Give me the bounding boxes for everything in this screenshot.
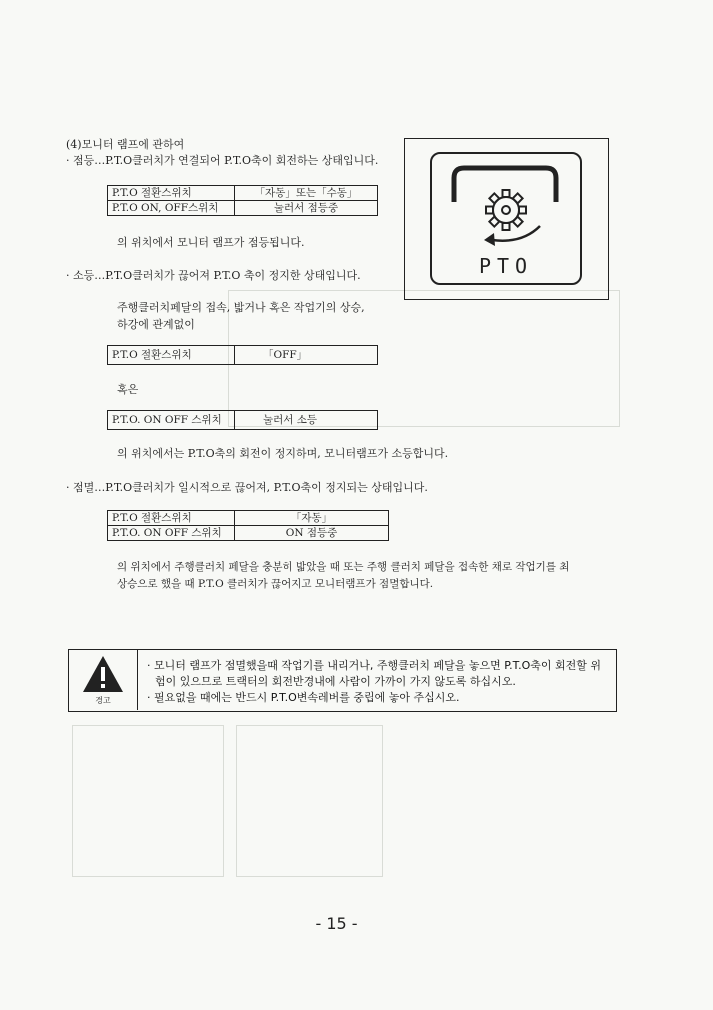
blink-table — [107, 510, 389, 541]
lit-intro: · 점등…P.T.O클러치가 연결되어 P.T.O축이 회전하는 상태입니다. — [66, 154, 379, 167]
off-table-cell: P.T.O. ON OFF 스위치 — [108, 411, 235, 430]
lit-note: 의 위치에서 모니터 램프가 점등됩니다. — [117, 236, 305, 249]
lit-table — [107, 185, 378, 216]
warning-divider — [137, 650, 138, 710]
blink-table-cell: P.T.O 절환스위치 — [108, 511, 235, 526]
bleed-through-box-lower — [72, 725, 224, 877]
off-table-cell: 「OFF」 — [235, 346, 378, 365]
blink-table-cell: ON 점등중 — [235, 526, 389, 541]
warning-line3: · 필요없을 때에는 반드시 P.T.O변속레버를 중립에 놓아 주십시오. — [147, 691, 460, 704]
table-row — [108, 346, 378, 365]
off-note: 의 위치에서는 P.T.O축의 회전이 정지하며, 모니터램프가 소등합니다. — [117, 447, 449, 460]
table-row — [108, 201, 378, 216]
off-desc-line2: 하강에 관계없이 — [117, 318, 195, 331]
section-title: (4)모니터 램프에 관하여 — [66, 138, 185, 151]
table-row — [108, 526, 389, 541]
pto-label: PTO — [478, 254, 534, 278]
blink-intro: · 점멸…P.T.O클러치가 일시적으로 끊어져, P.T.O축이 정지되는 상태입니다. — [66, 481, 428, 494]
table-row — [108, 186, 378, 201]
page-number: - 15 - — [315, 914, 358, 933]
table-row — [108, 411, 378, 430]
pto-lamp-panel — [430, 152, 582, 285]
off-intro: · 소등…P.T.O클러치가 끊어져 P.T.O 축이 정지한 상태입니다. — [66, 269, 361, 282]
warning-line1: · 모니터 램프가 점멸했을때 작업기를 내리거나, 주행클러치 페달을 놓으면 P.T.O축이 회전할 위 — [147, 659, 601, 672]
off-table-cell: 눌러서 소등 — [235, 411, 378, 430]
warning-triangle-icon — [81, 654, 125, 694]
off-desc-line1: 주행클러치페달의 접속, 밟거나 혹은 작업기의 상승, — [117, 301, 365, 314]
warning-badge — [69, 650, 137, 710]
pto-monitor-figure — [404, 138, 609, 300]
lit-table-cell: 「자동」또는「수동」 — [235, 186, 378, 201]
pto-gear-icon — [432, 160, 580, 250]
blink-note-line2: 상승으로 했을 때 P.T.O 클러치가 끊어지고 모니터램프가 점멸합니다. — [117, 578, 434, 590]
bleed-through-box-lower-2 — [236, 725, 383, 877]
lit-table-cell: 눌러서 점등중 — [235, 201, 378, 216]
blink-table-cell: 「자동」 — [235, 511, 389, 526]
blink-table-cell: P.T.O. ON OFF 스위치 — [108, 526, 235, 541]
warning-label: 경고 — [95, 696, 111, 705]
off-table-2 — [107, 410, 378, 430]
lit-table-cell: P.T.O 절환스위치 — [108, 186, 235, 201]
off-or: 혹은 — [117, 383, 139, 396]
warning-box — [68, 649, 617, 712]
lit-table-cell: P.T.O ON, OFF스위치 — [108, 201, 235, 216]
off-table-cell: P.T.O 절환스위치 — [108, 346, 235, 365]
warning-line2: 험이 있으므로 트랙터의 회전반경내에 사람이 가까이 가지 않도록 하십시오. — [155, 675, 516, 688]
blink-note-line1: 의 위치에서 주행클러치 페달을 충분히 밟았을 때 또는 주행 클러치 페달을 접속한 채로 작업기를 최 — [117, 561, 570, 573]
table-row — [108, 511, 389, 526]
off-table-1 — [107, 345, 378, 365]
